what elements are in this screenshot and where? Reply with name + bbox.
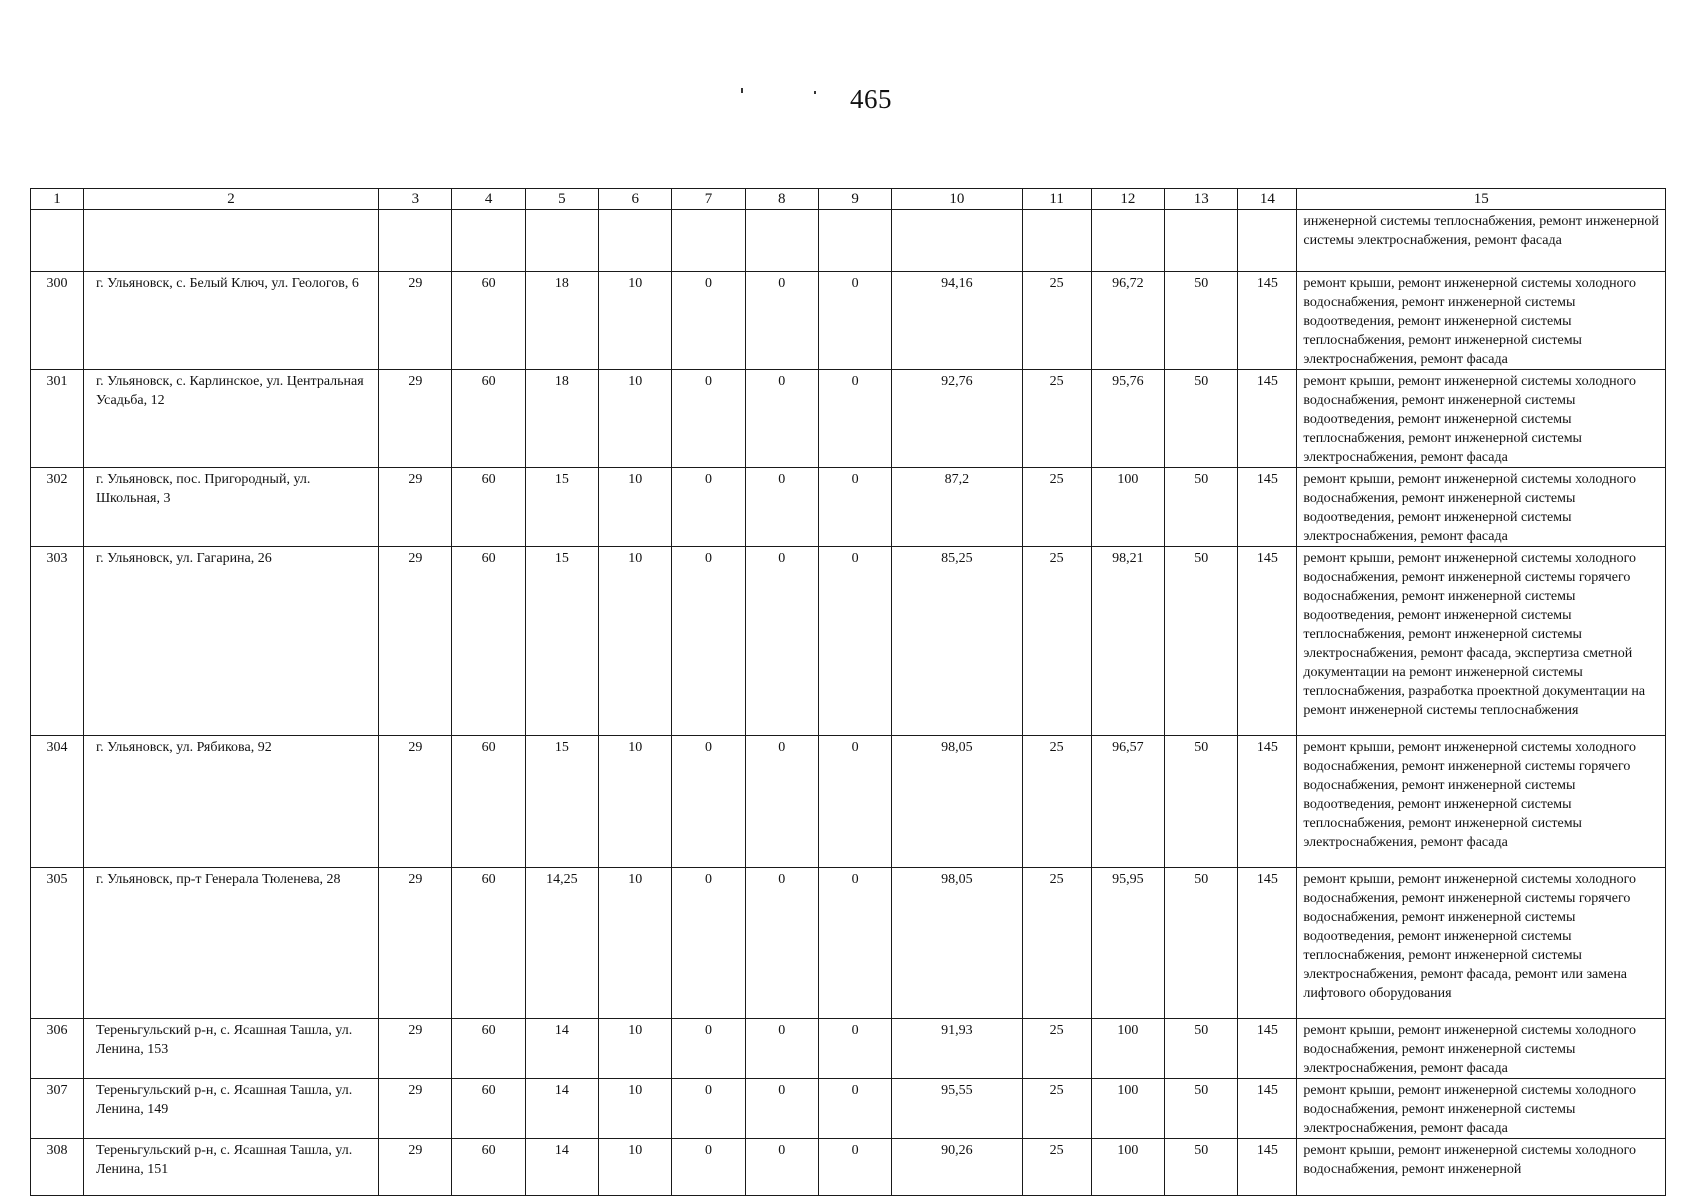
address-cell: г. Ульяновск, пр-т Генерала Тюленева, 28	[83, 868, 378, 1019]
address-cell: г. Ульяновск, пос. Пригородный, ул. Школьная, 3	[83, 468, 378, 547]
address-cell: Тереньгульский р-н, с. Ясашная Ташла, ул. Ленина, 153	[83, 1019, 378, 1079]
row-number: 304	[31, 736, 84, 868]
value-cell-c12: 100	[1091, 1019, 1164, 1079]
value-cell-c7: 0	[672, 868, 745, 1019]
value-cell-c8: 0	[745, 370, 818, 468]
value-cell-c13: 50	[1165, 547, 1238, 736]
table-row	[31, 1019, 1666, 1079]
address-cell: г. Ульяновск, с. Белый Ключ, ул. Геологов, 6	[83, 272, 378, 370]
column-header: 8	[745, 189, 818, 210]
table-row	[31, 370, 1666, 468]
work-list: ремонт крыши, ремонт инженерной системы холодного водоснабжения, ремонт инженерной	[1297, 1139, 1666, 1196]
table-row	[31, 1079, 1666, 1139]
row-number: 302	[31, 468, 84, 547]
value-cell-c4: 60	[452, 468, 525, 547]
value-cell-c5: 14	[525, 1139, 598, 1196]
value-cell-c5: 14,25	[525, 868, 598, 1019]
value-cell-c12: 96,72	[1091, 272, 1164, 370]
address-cell: г. Ульяновск, ул. Рябикова, 92	[83, 736, 378, 868]
value-cell-c13: 50	[1165, 868, 1238, 1019]
value-cell-c4: 60	[452, 272, 525, 370]
value-cell-c8: 0	[745, 736, 818, 868]
value-cell-c11: 25	[1022, 370, 1091, 468]
value-cell-c5: 15	[525, 736, 598, 868]
column-header: 4	[452, 189, 525, 210]
address-cell: Тереньгульский р-н, с. Ясашная Ташла, ул. Ленина, 149	[83, 1079, 378, 1139]
value-cell-c9: 0	[818, 272, 891, 370]
value-cell-c11: 25	[1022, 468, 1091, 547]
table-row	[31, 1139, 1666, 1196]
value-cell-c12: 100	[1091, 468, 1164, 547]
value-cell-c4: 60	[452, 1139, 525, 1196]
value-cell-c4: 60	[452, 868, 525, 1019]
value-cell-c13: 50	[1165, 1079, 1238, 1139]
value-cell-c13: 50	[1165, 736, 1238, 868]
value-cell-c14: 145	[1238, 370, 1297, 468]
address-cell: г. Ульяновск, ул. Гагарина, 26	[83, 547, 378, 736]
column-header: 11	[1022, 189, 1091, 210]
value-cell-c14: 145	[1238, 1079, 1297, 1139]
value-cell-c9: 0	[818, 1079, 891, 1139]
column-header: 15	[1297, 189, 1666, 210]
value-cell-c13: 50	[1165, 370, 1238, 468]
value-cell-c11: 25	[1022, 1079, 1091, 1139]
value-cell-c8: 0	[745, 272, 818, 370]
value-cell-c4: 60	[452, 370, 525, 468]
value-cell-c3: 29	[379, 868, 452, 1019]
address-cell: г. Ульяновск, с. Карлинское, ул. Центральная Усадьба, 12	[83, 370, 378, 468]
value-cell-c12: 98,21	[1091, 547, 1164, 736]
value-cell-c7: 0	[672, 272, 745, 370]
value-cell-c14: 145	[1238, 1019, 1297, 1079]
value-cell-c11: 25	[1022, 272, 1091, 370]
value-cell-c12: 100	[1091, 1079, 1164, 1139]
value-cell-c4: 60	[452, 1019, 525, 1079]
value-cell-c5: 14	[525, 1019, 598, 1079]
work-list: ремонт крыши, ремонт инженерной системы холодного водоснабжения, ремонт инженерной системы водоотведения, ремонт инженерной системы электроснабжения, ремонт фасада	[1297, 468, 1666, 547]
value-cell-c6: 10	[599, 1019, 672, 1079]
address-cell: Тереньгульский р-н, с. Ясашная Ташла, ул. Ленина, 151	[83, 1139, 378, 1196]
value-cell-c8: 0	[745, 1139, 818, 1196]
value-cell-c5: 15	[525, 468, 598, 547]
column-header: 14	[1238, 189, 1297, 210]
value-cell-c9: 0	[818, 1139, 891, 1196]
table-row	[31, 547, 1666, 736]
value-cell-c3: 29	[379, 1139, 452, 1196]
column-header: 6	[599, 189, 672, 210]
work-list: ремонт крыши, ремонт инженерной системы холодного водоснабжения, ремонт инженерной системы электроснабжения, ремонт фасада	[1297, 1019, 1666, 1079]
value-cell-c8: 0	[745, 468, 818, 547]
value-cell-c6: 10	[599, 868, 672, 1019]
value-cell-c7: 0	[672, 1019, 745, 1079]
table-row	[31, 272, 1666, 370]
table-row	[31, 468, 1666, 547]
value-cell-c7: 0	[672, 1079, 745, 1139]
value-cell-c11: 25	[1022, 547, 1091, 736]
column-header: 9	[818, 189, 891, 210]
value-cell-c11: 25	[1022, 868, 1091, 1019]
row-number: 300	[31, 272, 84, 370]
column-header: 1	[31, 189, 84, 210]
value-cell-c6: 10	[599, 370, 672, 468]
column-header: 5	[525, 189, 598, 210]
scan-speck	[741, 88, 743, 93]
value-cell-c3: 29	[379, 272, 452, 370]
work-list: ремонт крыши, ремонт инженерной системы холодного водоснабжения, ремонт инженерной системы горячего водоснабжения, ремонт инженерной системы водоотведения, ремонт инженерной системы теплоснабжения, ремонт инженерной системы электроснабжения, ремонт фасада, ремонт или замена лифтового оборудования	[1297, 868, 1666, 1019]
value-cell-c6: 10	[599, 1079, 672, 1139]
column-header: 12	[1091, 189, 1164, 210]
value-cell-c6: 10	[599, 468, 672, 547]
value-cell-c9: 0	[818, 736, 891, 868]
value-cell-c7: 0	[672, 370, 745, 468]
table-row	[31, 736, 1666, 868]
row-number: 303	[31, 547, 84, 736]
value-cell-c9: 0	[818, 868, 891, 1019]
row-number: 308	[31, 1139, 84, 1196]
value-cell-c3: 29	[379, 1079, 452, 1139]
value-cell-c4: 60	[452, 736, 525, 868]
value-cell-c8: 0	[745, 1019, 818, 1079]
value-cell-c9: 0	[818, 370, 891, 468]
value-cell-c10: 90,26	[892, 1139, 1022, 1196]
value-cell-c7: 0	[672, 736, 745, 868]
row-number: 306	[31, 1019, 84, 1079]
work-list: ремонт крыши, ремонт инженерной системы холодного водоснабжения, ремонт инженерной системы электроснабжения, ремонт фасада	[1297, 1079, 1666, 1139]
value-cell-c9: 0	[818, 547, 891, 736]
value-cell-c7: 0	[672, 1139, 745, 1196]
value-cell-c5: 15	[525, 547, 598, 736]
value-cell-c8: 0	[745, 547, 818, 736]
column-header: 7	[672, 189, 745, 210]
column-number-row	[31, 189, 1666, 210]
value-cell-c10: 85,25	[892, 547, 1022, 736]
value-cell-c10: 94,16	[892, 272, 1022, 370]
value-cell-c10: 98,05	[892, 868, 1022, 1019]
value-cell-c8: 0	[745, 1079, 818, 1139]
value-cell-c6: 10	[599, 547, 672, 736]
value-cell-c11: 25	[1022, 1019, 1091, 1079]
value-cell-c9: 0	[818, 1019, 891, 1079]
value-cell-c10: 91,93	[892, 1019, 1022, 1079]
value-cell-c14: 145	[1238, 736, 1297, 868]
value-cell-c11: 25	[1022, 1139, 1091, 1196]
value-cell-c14: 145	[1238, 1139, 1297, 1196]
row-number: 305	[31, 868, 84, 1019]
value-cell-c4: 60	[452, 547, 525, 736]
capital-repair-table	[30, 188, 1666, 1196]
column-header: 2	[83, 189, 378, 210]
work-list: ремонт крыши, ремонт инженерной системы холодного водоснабжения, ремонт инженерной системы водоотведения, ремонт инженерной системы теплоснабжения, ремонт инженерной системы электроснабжения, ремонт фасада	[1297, 272, 1666, 370]
value-cell-c6: 10	[599, 272, 672, 370]
value-cell-c3: 29	[379, 468, 452, 547]
value-cell-c6: 10	[599, 736, 672, 868]
value-cell-c4: 60	[452, 1079, 525, 1139]
value-cell-c10: 95,55	[892, 1079, 1022, 1139]
value-cell-c5: 18	[525, 272, 598, 370]
value-cell-c13: 50	[1165, 1139, 1238, 1196]
value-cell-c12: 95,76	[1091, 370, 1164, 468]
work-list: инженерной системы теплоснабжения, ремонт инженерной системы электроснабжения, ремонт фасада	[1297, 210, 1666, 272]
value-cell-c6: 10	[599, 1139, 672, 1196]
value-cell-c10: 98,05	[892, 736, 1022, 868]
value-cell-c13: 50	[1165, 468, 1238, 547]
value-cell-c3: 29	[379, 1019, 452, 1079]
value-cell-c12: 95,95	[1091, 868, 1164, 1019]
column-header: 3	[379, 189, 452, 210]
row-number: 301	[31, 370, 84, 468]
value-cell-c5: 14	[525, 1079, 598, 1139]
value-cell-c10: 87,2	[892, 468, 1022, 547]
row-number: 307	[31, 1079, 84, 1139]
value-cell-c14: 145	[1238, 547, 1297, 736]
value-cell-c13: 50	[1165, 272, 1238, 370]
work-list: ремонт крыши, ремонт инженерной системы холодного водоснабжения, ремонт инженерной системы водоотведения, ремонт инженерной системы теплоснабжения, ремонт инженерной системы электроснабжения, ремонт фасада	[1297, 370, 1666, 468]
work-list: ремонт крыши, ремонт инженерной системы холодного водоснабжения, ремонт инженерной системы горячего водоснабжения, ремонт инженерной системы водоотведения, ремонт инженерной системы теплоснабжения, ремонт инженерной системы электроснабжения, ремонт фасада, экспертиза сметной документации на ремонт инженерной системы теплоснабжения, разработка проектной документации на ремонт инженерной системы теплоснабжения	[1297, 547, 1666, 736]
value-cell-c8: 0	[745, 868, 818, 1019]
value-cell-c14: 145	[1238, 272, 1297, 370]
value-cell-c3: 29	[379, 547, 452, 736]
value-cell-c14: 145	[1238, 468, 1297, 547]
value-cell-c5: 18	[525, 370, 598, 468]
value-cell-c9: 0	[818, 468, 891, 547]
scan-speck	[814, 91, 816, 94]
value-cell-c11: 25	[1022, 736, 1091, 868]
value-cell-c7: 0	[672, 547, 745, 736]
value-cell-c12: 96,57	[1091, 736, 1164, 868]
value-cell-c3: 29	[379, 370, 452, 468]
value-cell-c3: 29	[379, 736, 452, 868]
value-cell-c7: 0	[672, 468, 745, 547]
value-cell-c14: 145	[1238, 868, 1297, 1019]
value-cell-c10: 92,76	[892, 370, 1022, 468]
table-row-continuation	[31, 210, 1666, 272]
value-cell-c12: 100	[1091, 1139, 1164, 1196]
page-number: 465	[850, 84, 892, 114]
work-list: ремонт крыши, ремонт инженерной системы холодного водоснабжения, ремонт инженерной системы горячего водоснабжения, ремонт инженерной системы водоотведения, ремонт инженерной системы теплоснабжения, ремонт инженерной системы электроснабжения, ремонт фасада	[1297, 736, 1666, 868]
column-header: 10	[892, 189, 1022, 210]
value-cell-c13: 50	[1165, 1019, 1238, 1079]
column-header: 13	[1165, 189, 1238, 210]
table-row	[31, 868, 1666, 1019]
